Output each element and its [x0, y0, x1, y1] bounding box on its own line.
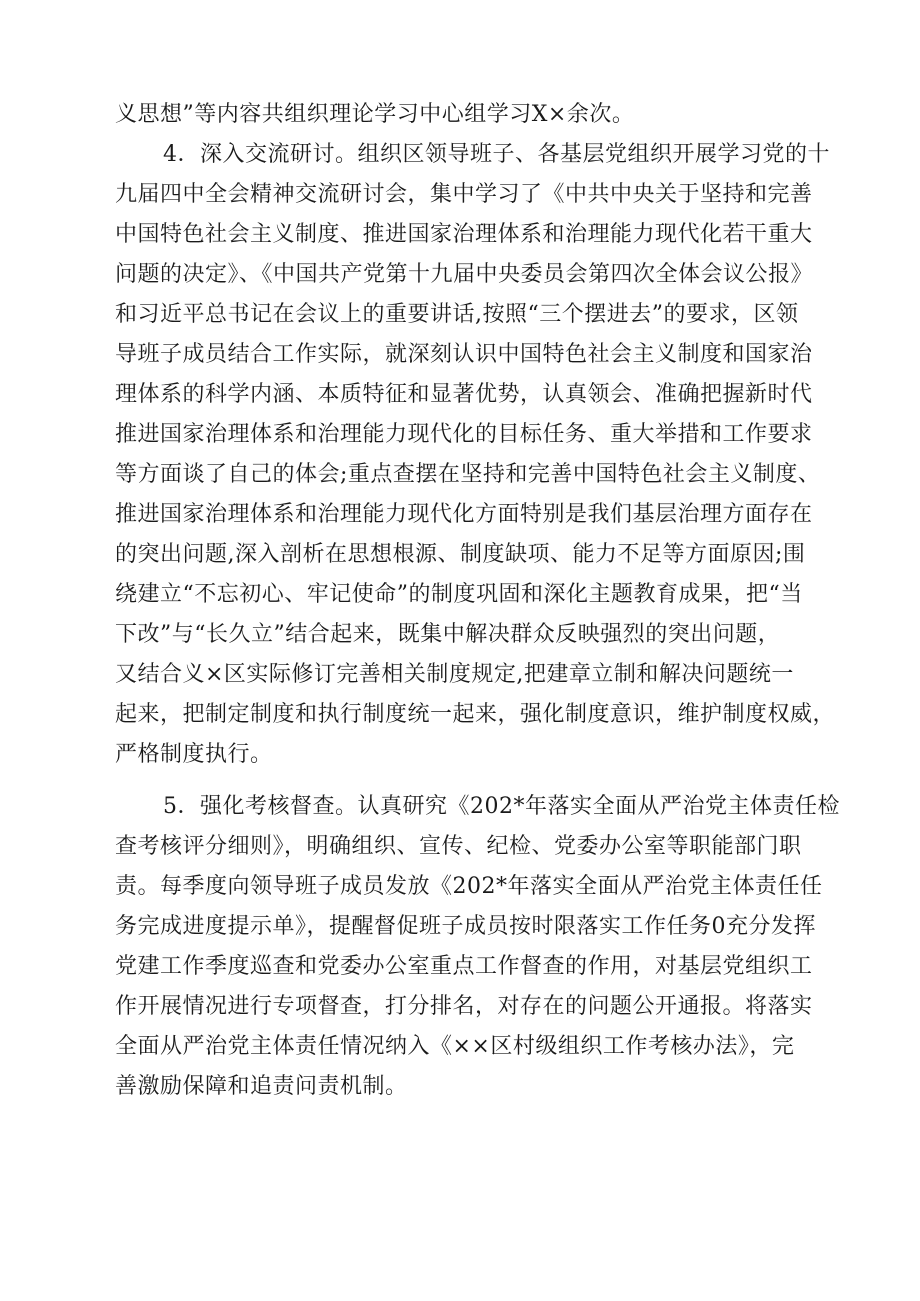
- text-line: 5．强化考核督查。认真研究《202*年落实全面从严治党主体责任检: [163, 794, 840, 819]
- section-5-paragraph: [115, 787, 840, 1107]
- paragraph-tail: [115, 95, 835, 135]
- text-line: 中国特色社会主义制度、推进国家治理体系和治理能力现代化若干重大: [115, 222, 813, 247]
- text-line: 4．深入交流研讨。组织区领导班子、各基层党组织开展学习党的十: [163, 142, 830, 167]
- text-line: 务完成进度提示单》，提醒督促班子成员按时限落实工作任务0充分发挥: [115, 914, 816, 939]
- text-line: 党建工作季度巡查和党委办公室重点工作督查的作用，对基层党组织工: [115, 954, 813, 979]
- text-line: 起来，把制定制度和执行制度统一起来，强化制度意识，维护制度权威，: [115, 702, 836, 727]
- text-line: 绕建立“不忘初心、牢记使命”的制度巩固和深化主题教育成果，把“当: [115, 582, 803, 607]
- section-4-paragraph: [115, 135, 835, 775]
- text-line: 查考核评分细则》，明确组织、宣传、纪检、党委办公室等职能部门职: [115, 834, 802, 859]
- text-line: 又结合义×区实际修订完善相关制度规定,把建章立制和解决问题统一: [115, 662, 794, 687]
- text-line: 的突出问题,深入剖析在思想根源、制度缺项、能力不足等方面原因;围: [115, 542, 806, 567]
- text-line: 九届四中全会精神交流研讨会，集中学习了《中共中央关于坚持和完善: [115, 182, 813, 207]
- text-line: 严格制度执行。: [115, 742, 273, 767]
- text-line: 导班子成员结合工作实际，就深刻认识中国特色社会主义制度和国家治: [115, 342, 813, 367]
- text-line: 全面从严治党主体责任情况纳入《××区村级组织工作考核办法》，完: [115, 1034, 795, 1059]
- text-line: 善激励保障和追责问责机制。: [115, 1074, 408, 1099]
- text-line: 责。每季度向领导班子成员发放《202*年落实全面从严治党主体责任任: [115, 874, 823, 899]
- text-line: 作开展情况进行专项督查，打分排名，对存在的问题公开通报。将落实: [115, 994, 813, 1019]
- text-line: 下改”与“长久立”结合起来，既集中解决群众反映强烈的突出问题，: [115, 622, 781, 647]
- text-line: 等方面谈了自己的体会;重点查摆在坚持和完善中国特色社会主义制度、: [115, 462, 821, 487]
- text-line: 问题的决定》、《中国共产党第十九届中央委员会第四次全体会议公报》: [115, 262, 814, 287]
- text-line: 理体系的科学内涵、本质特征和显著优势，认真领会、准确把握新时代: [115, 382, 813, 407]
- text-line: 推进国家治理体系和治理能力现代化方面特别是我们基层治理方面存在: [115, 502, 813, 527]
- text-line: 推进国家治理体系和治理能力现代化的目标任务、重大举措和工作要求: [115, 422, 813, 447]
- text-line: 和习近平总书记在会议上的重要讲话,按照“三个摆进去”的要求，区领: [115, 302, 799, 327]
- text-line: 义思想”等内容共组织理论学习中心组学习X×余次。: [115, 102, 635, 127]
- document-body: [115, 95, 840, 1107]
